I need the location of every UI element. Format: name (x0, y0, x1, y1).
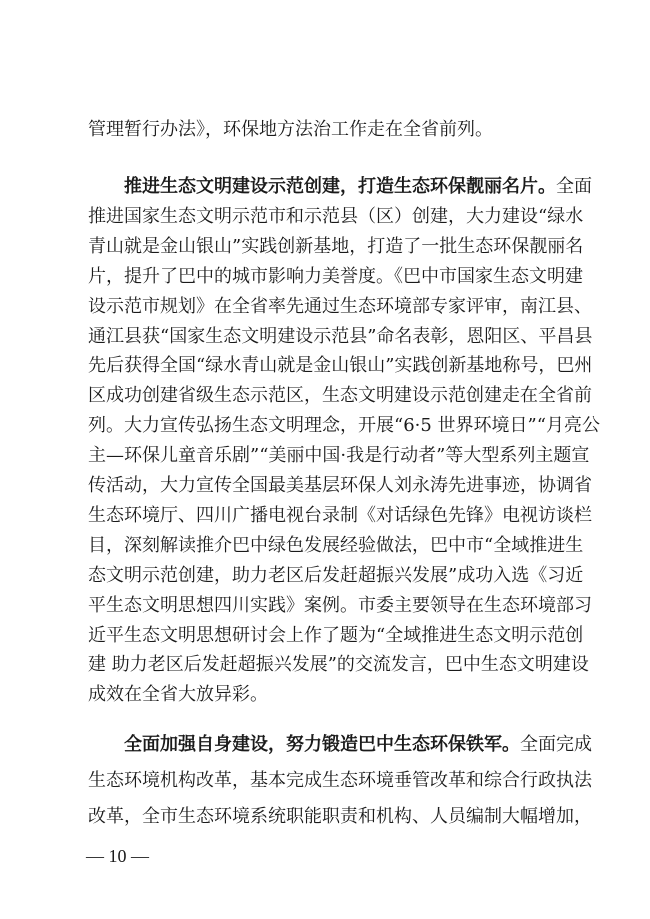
paragraph-line: 生态环境厅、四川广播电视台录制《对话绿色先锋》电视访谈栏 (88, 505, 592, 526)
paragraph-line: 全面加强自身建设，努力锻造巴中生态环保铁军。全面完成 (124, 734, 592, 755)
paragraph-line: 成效在全省大放异彩。 (88, 684, 268, 705)
paragraph-line: 生态环境机构改革，基本完成生态环境垂管改革和综合行政执法 (88, 770, 592, 791)
paragraph-line: 平生态文明思想四川实践》案例。市委主要领导在生态环境部习 (88, 595, 592, 616)
paragraph-line: 主—环保儿童音乐剧”“美丽中国·我是行动者”等大型系列主题宣 (88, 445, 590, 466)
paragraph-line: 目，深刻解读推介巴中绿色发展经验做法，巴中市“全域推进生 (88, 535, 584, 556)
paragraph-line: 改革，全市生态环境系统职能职责和机构、人员编制大幅增加， (88, 806, 592, 827)
paragraph-line: 推进生态文明建设示范创建，打造生态环保靓丽名片。全面 (124, 176, 592, 197)
paragraph-line: 片，提升了巴中的城市影响力美誉度。《巴中市国家生态文明建 (88, 266, 583, 287)
paragraph-line: 先后获得全国“绿水青山就是金山银山”实践创新基地称号，巴州 (88, 355, 593, 376)
paragraph-line: 近平生态文明思想研讨会上作了题为“全域推进生态文明示范创 (88, 625, 584, 646)
section-heading: 推进生态文明建设示范创建，打造生态环保靓丽名片。 (124, 176, 556, 197)
paragraph-line: 青山就是金山银山”实践创新基地，打造了一批生态环保靓丽名 (88, 236, 584, 257)
paragraph-line: 区成功创建省级生态示范区，生态文明建设示范创建走在全省前 (88, 385, 592, 406)
page-number: — 10 — (86, 846, 149, 866)
paragraph-line: 管理暂行办法》，环保地方法治工作走在全省前列。 (88, 119, 493, 140)
paragraph-line: 列。大力宣传弘扬生态文明理念，开展“6·5 世界环境日”“月亮公 (88, 415, 600, 436)
paragraph-line: 态文明示范创建，助力老区后发赶超振兴发展”成功入选《习近 (88, 565, 584, 586)
paragraph-line: 建 助力老区后发赶超振兴发展”的交流发言，巴中生态文明建设 (88, 654, 589, 675)
paragraph-line: 推进国家生态文明示范市和示范县（区）创建，大力建设“绿水 (88, 206, 584, 227)
paragraph-line: 通江县获“国家生态文明建设示范县”命名表彰，恩阳区、平昌县 (88, 326, 593, 347)
paragraph-line: 传活动，大力宣传全国最美基层环保人刘永涛先进事迹，协调省 (88, 475, 592, 496)
section-heading: 全面加强自身建设，努力锻造巴中生态环保铁军。 (124, 734, 520, 755)
paragraph-line: 设示范市规划》在全省率先通过生态环境部专家评审，南江县、 (88, 296, 592, 317)
